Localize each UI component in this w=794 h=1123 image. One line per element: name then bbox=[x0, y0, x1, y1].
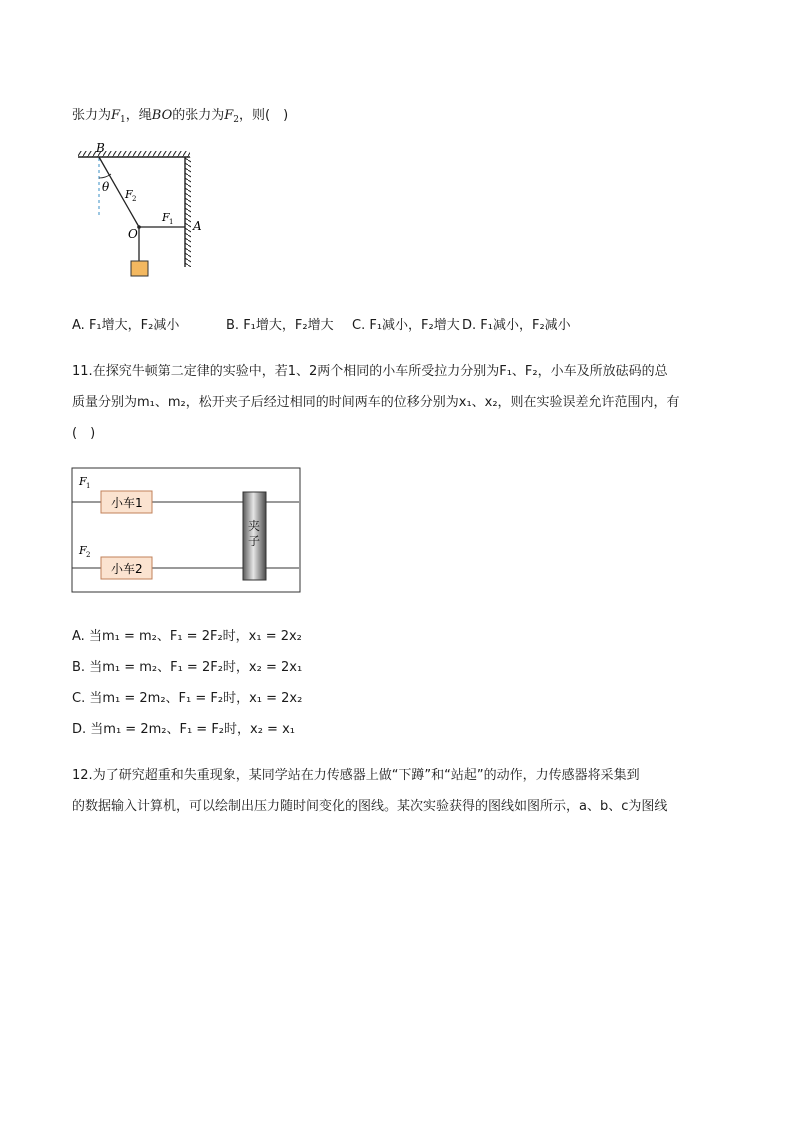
q10-option-d[interactable]: D. F₁减小，F₂减小 bbox=[462, 318, 571, 333]
q11-number: 11. bbox=[72, 364, 93, 379]
q11-cart-diagram bbox=[71, 466, 303, 594]
label-F2-sub: 2 bbox=[132, 195, 137, 203]
label-F2: F bbox=[125, 188, 133, 201]
label-F1-sub: 1 bbox=[86, 482, 91, 490]
label-A: A bbox=[193, 219, 202, 233]
q11-stem-line2: 质量分别为m₁、m₂，松开夹子后经过相同的时间两车的位移分别为x₁、x₂，则在实验误差允许范围内，有 bbox=[72, 395, 680, 410]
q10-option-c[interactable]: C. F₁减小，F₂增大 bbox=[352, 318, 460, 333]
label-F2: F bbox=[79, 544, 87, 557]
q12-number: 12. bbox=[72, 768, 93, 783]
weight-block bbox=[131, 261, 148, 276]
label-F1-sub: 1 bbox=[169, 218, 174, 226]
q12-stem-line1: 12.为了研究超重和失重现象，某同学站在力传感器上做“下蹲”和“站起”的动作，力传感器将采集到 bbox=[72, 768, 640, 783]
wall-hatch bbox=[185, 157, 191, 267]
q10-option-a[interactable]: A. F₁增大，F₂减小 bbox=[72, 318, 180, 333]
q11-option-c[interactable]: C. 当m₁ = 2m₂、F₁ = F₂时，x₁ = 2x₂ bbox=[72, 691, 303, 706]
q11-stem-line1: 11.在探究牛顿第二定律的实验中，若1、2两个相同的小车所受拉力分别为F₁、F₂，小车及所放砝码的总 bbox=[72, 364, 668, 379]
q11-option-d[interactable]: D. 当m₁ = 2m₂、F₁ = F₂时，x₂ = x₁ bbox=[72, 722, 295, 737]
label-theta: θ bbox=[102, 180, 110, 194]
ceiling-hatch bbox=[78, 151, 190, 157]
q11-option-b[interactable]: B. 当m₁ = m₂、F₁ = 2F₂时，x₂ = 2x₁ bbox=[72, 660, 303, 675]
clip-label-1: 夹 bbox=[248, 519, 261, 533]
q10-stem: 张力为$F_1$，绳BO的张力为$F_2$，则( ) bbox=[72, 108, 289, 125]
label-F1: F bbox=[79, 475, 87, 488]
cart-2-label: 小车2 bbox=[111, 562, 143, 576]
label-O: O bbox=[128, 227, 138, 241]
clip-label-2: 子 bbox=[248, 534, 261, 548]
label-B: B bbox=[96, 141, 105, 155]
q12-stem-line2: 的数据输入计算机，可以绘制出压力随时间变化的图线。某次实验获得的图线如图所示，a、b、c为图线 bbox=[72, 799, 668, 814]
q10-options bbox=[72, 314, 571, 333]
label-F1: F bbox=[162, 211, 170, 224]
q11-stem-line3: ( ) bbox=[72, 426, 96, 441]
q10-force-diagram bbox=[68, 140, 208, 280]
label-F2-sub: 2 bbox=[86, 551, 91, 559]
q10-option-b[interactable]: B. F₁增大，F₂增大 bbox=[226, 318, 334, 333]
q11-option-a[interactable]: A. 当m₁ = m₂、F₁ = 2F₂时，x₁ = 2x₂ bbox=[72, 629, 302, 644]
cart-1-label: 小车1 bbox=[111, 496, 143, 510]
